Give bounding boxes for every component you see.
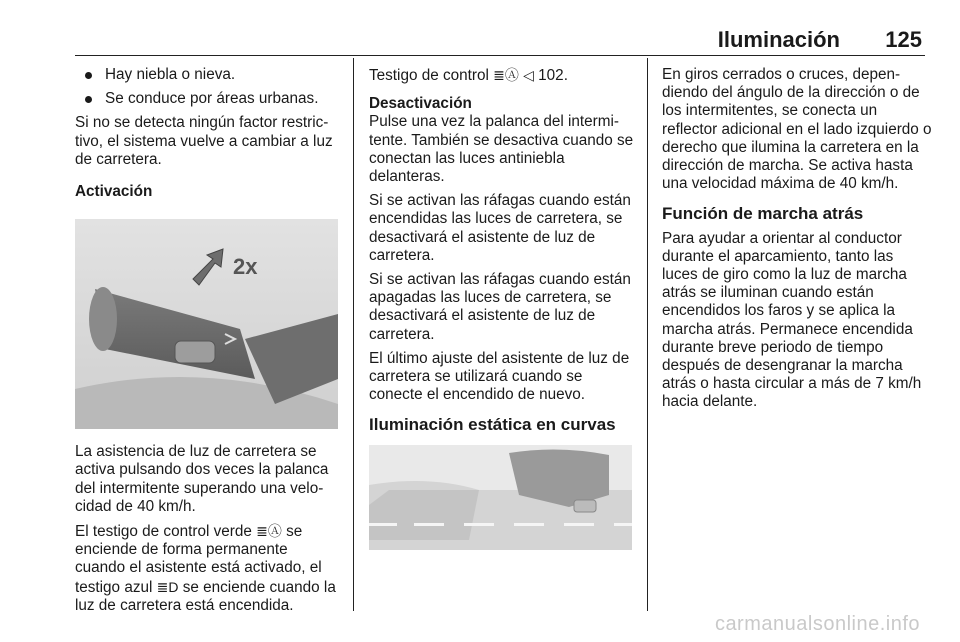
paragraph: La asistencia de luz de carretera se activa pulsando dos veces la palanca del intermitente superando una velocidad de 40 km/h. <box>75 443 329 515</box>
high-beam-icon: ≣D <box>156 578 179 595</box>
bullet-item <box>75 90 340 108</box>
paragraph <box>369 66 634 85</box>
lever-illustration <box>75 219 338 429</box>
page-number: 125 <box>885 27 922 52</box>
high-beam-assist-icon: ≣Ⓐ <box>493 67 519 83</box>
high-beam-assist-icon: ≣Ⓐ <box>256 523 282 540</box>
bullet-item <box>75 66 340 84</box>
fig-label-2x: 2x <box>233 254 258 280</box>
column-divider-2 <box>647 58 648 611</box>
paragraph <box>75 522 340 615</box>
cornering-light-illustration <box>369 445 632 550</box>
text-run: 102. <box>533 67 568 84</box>
column-1 <box>75 66 340 621</box>
paragraph: Si se activan las ráfagas cuando están apagadas las luces de carretera, se desactivará el asistente de luz de carretera. <box>369 271 631 343</box>
paragraph: El último ajuste del asistente de luz de carretera se utilizará cuando se conecte el encendido de nuevo. <box>369 349 630 404</box>
column-2 <box>369 66 634 550</box>
page-header-title: Iluminación <box>717 27 840 52</box>
bullet-text: Se conduce por áreas urbanas. <box>105 90 319 108</box>
section-heading-activation: Activación <box>75 183 153 201</box>
bullet-dot <box>85 72 92 79</box>
text-run: Testigo de control <box>369 67 494 84</box>
paragraph: En giros cerrados o cruces, dependiendo del ángulo de la dirección o de los intermitentes, se conecta un reflector adicional en el lado izquierdo o derecho que ilumina la carretera en la dirección de marcha. Se activa hasta una velocidad máxima de 40 km/h. <box>662 66 932 193</box>
paragraph: Para ayudar a orientar al conductor durante el aparcamiento, tanto las luces de giro como la luz de marcha atrás se iluminan cuando están encendidos los faros y se aplica la marcha atrás. Permanece encendida durante breve periodo de tiempo después de desengranar la marcha atrás o hasta circular a más de 7 km/h hacia delante. <box>662 229 922 411</box>
column-divider-1 <box>353 58 354 611</box>
bullet-text: Hay niebla o nieva. <box>105 66 236 83</box>
section-heading-deactivation: Desactivación <box>369 95 472 113</box>
text-run: se enciende de forma permanente cuando el asistente está activado, el testigo azul <box>75 523 322 596</box>
header-rule <box>75 55 925 56</box>
text-run: se enciende cuando la luz de carretera está encendida. <box>75 578 336 614</box>
page-reference-icon: ◁ <box>523 67 534 83</box>
paragraph: Si no se detecta ningún factor restrictivo, el sistema vuelve a cambiar a luz de carretera. <box>75 114 333 168</box>
column-3 <box>662 66 932 418</box>
bullet-dot <box>85 96 92 103</box>
text-run: El testigo de control verde <box>75 523 257 541</box>
section-heading-reverse: Función de marcha atrás <box>662 204 864 224</box>
paragraph: Si se activan las ráfagas cuando están encendidas las luces de carretera, se desactivará el asistente de luz de carretera. <box>369 192 631 264</box>
section-heading-static-cornering: Iluminación estática en curvas <box>369 415 616 435</box>
paragraph: Pulse una vez la palanca del intermitente. También se desactiva cuando se conectan las luces antiniebla delanteras. <box>369 113 634 186</box>
watermark: carmanualsonline.info <box>714 613 920 635</box>
